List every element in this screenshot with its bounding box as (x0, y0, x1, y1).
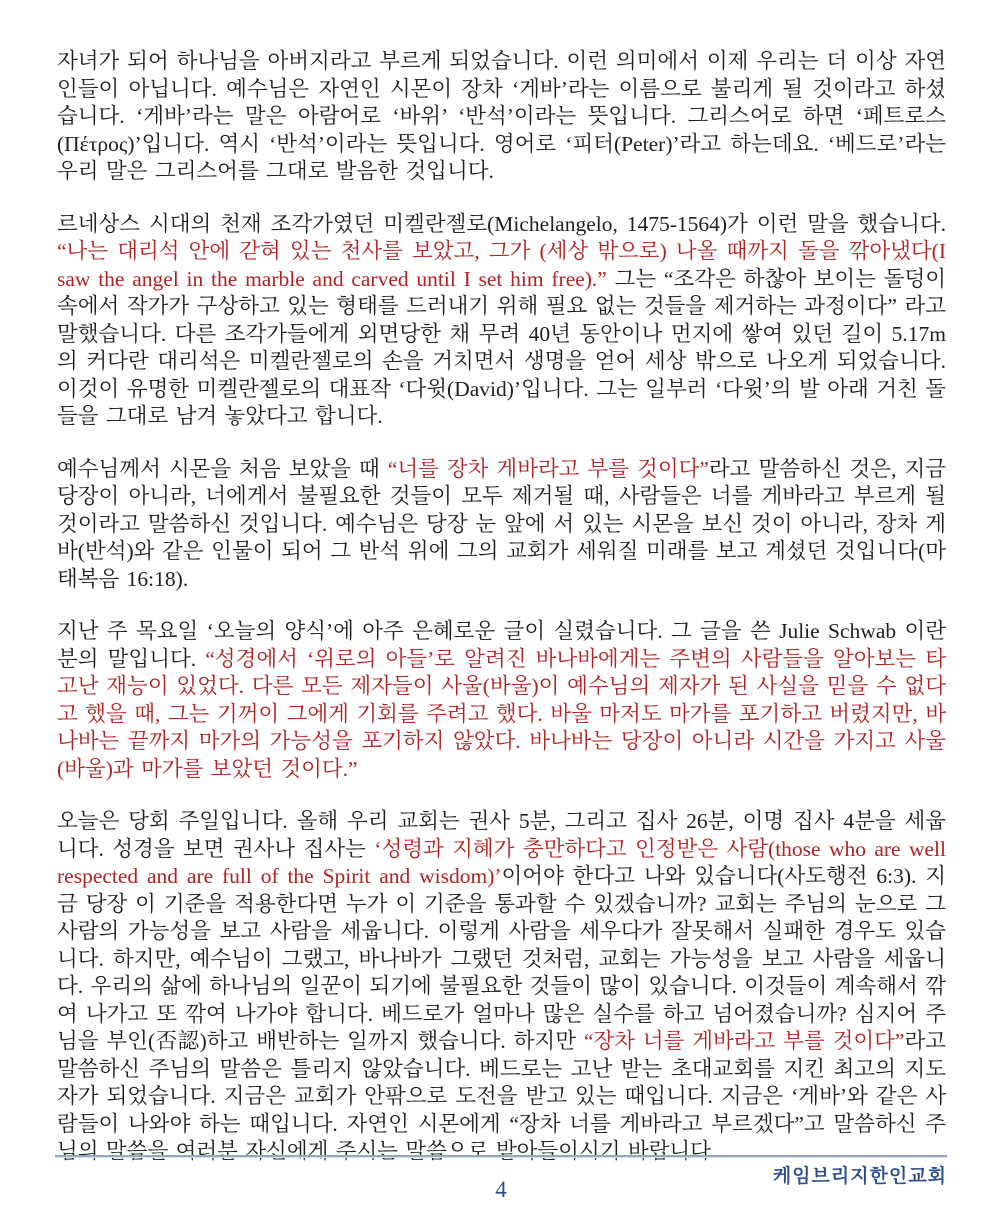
quote-text-run: “장차 너를 게바라고 부를 것이다” (583, 1029, 905, 1053)
quote-text-run: “너를 장차 게바라고 부를 것이다” (387, 456, 709, 481)
text-run: 오늘은 당회 주일입니다. 올해 우리 교회는 권사 5분, 그리고 집사 26분, 이명 집사 4분을 세웁니다. 성경을 보면 권사나 집사는 (57, 809, 946, 861)
quote-text-run: “성경에서 ‘위로의 아들’로 알려진 바나바에게는 주변의 사람들을 알아보는 타고난 재능이 있었다. 다른 모든 제자들이 사울(바울)이 예수님의 제자가 된 사실을 믿을 수 없다고 했을 때, 그는 기꺼이 그에게 기회를 주려고 했다. 바울 마저도 마가를 포기하고 버렸지만, 바나바는 끝까지 마가의 가능성을 포기하지 않았다. 바나바는 당장이 아니라 시간을 가지고 사울(바울)과 마가를 보았던 것이다.” (57, 646, 946, 781)
paragraph (57, 618, 946, 783)
page-footer (55, 1155, 947, 1202)
sermon-text (57, 48, 946, 1166)
paragraph (57, 456, 946, 594)
text-run: 이어야 한다고 나와 있습니다(사도행전 6:3). 지금 당장 이 기준을 적용한다면 누가 이 기준을 통과할 수 있겠습니까? 교회는 주님의 눈으로 그 사람의 가능성을 보고 사람을 세웁니다. 이렇게 사람을 세우다가 잘못해서 실패한 경우도 있습니다. 하지만, 예수님이 그랬고, 바나바가 그랬던 것처럼, 교회는 가능성을 보고 사람을 세웁니다. 우리의 삶에 하나님의 일꾼이 되기에 불필요한 것들이 많이 있습니다. 이것들이 계속해서 깎여 나가고 또 깎여 나가야 합니다. 베드로가 얼마나 많은 실수를 하고 넘어졌습니까? 심지어 주님을 부인(否認)하고 배반하는 일까지 했습니다. 하지만 (57, 864, 946, 1053)
text-run: 예수님께서 시몬을 처음 보았을 때 (57, 456, 388, 481)
text-run: 라고 말씀하신 것은, 지금 당장이 아니라, 너에게서 불필요한 것들이 모두 제거될 때, 사람들은 너를 게바라고 부르게 될 것이라고 말씀하신 것입니다. 예수님은 당장 눈 앞에 서 있는 시몬을 보신 것이 아니라, 장차 게바(반석)와 같은 인물이 되어 그 반석 위에 그의 교회가 세워질 미래를 보고 계셨던 것입니다(마태복음 16:18). (57, 456, 946, 591)
footer-divider (55, 1155, 947, 1158)
quote-text-run: “나는 대리석 안에 갇혀 있는 천사를 보았고, 그가 (세상 밖으로) 나올 때까지 돌을 깎아냈다(I saw the angel in the marble and carved until I set him free).” (57, 239, 946, 291)
paragraph (57, 211, 946, 431)
church-name: 케임브리지한인교회 (772, 1166, 947, 1187)
paragraph (57, 808, 946, 1166)
text-run: 르네상스 시대의 천재 조각가였던 미켈란젤로(Michelangelo, 1475-1564)가 이런 말을 했습니다. (57, 211, 946, 236)
page-number: 4 (495, 1177, 507, 1202)
quote-text-run: ‘성령과 지혜가 충만하다고 인정받은 사람(those who are well respected and are full of the Spirit and wisdom)’ (57, 836, 946, 888)
paragraph (57, 48, 946, 186)
text-run: 그는 “조각은 하찮아 보이는 돌덩이 속에서 작가가 구상하고 있는 형태를 드러내기 위해 필요 없는 것들을 제거하는 과정이다” 라고 말했습니다. 다른 조각가들에게 외면당한 채 무려 40년 동안이나 먼지에 쌓여 있던 길이 5.17m의 커다란 대리석은 미켈란젤로의 손을 거치면서 생명을 얻어 세상 밖으로 나오게 되었습니다. 이것이 유명한 미켈란젤로의 대표작 ‘다윗(David)’입니다. 그는 일부러 ‘다윗’의 발 아래 거친 돌들을 그대로 남겨 놓았다고 합니다. (57, 266, 946, 428)
text-run: 자녀가 되어 하나님을 아버지라고 부르게 되었습니다. 이런 의미에서 이제 우리는 더 이상 자연인들이 아닙니다. 예수님은 자연인 시몬이 장차 ‘게바’라는 이름으로 불리게 될 것이라고 하셨습니다. ‘게바’라는 말은 아람어로 ‘바위’ ‘반석’이라는 뜻입니다. 그리스어로 하면 ‘페트로스(Πέτρος)’입니다. 역시 ‘반석’이라는 뜻입니다. 영어로 ‘피터(Peter)’라고 하는데요. ‘베드로’라는 우리 말은 그리스어를 그대로 발음한 것입니다. (57, 49, 946, 183)
text-run: 라고 말씀하신 주님의 말씀은 틀리지 않았습니다. 베드로는 고난 받는 초대교회를 지킨 최고의 지도자가 되었습니다. 지금은 교회가 안팎으로 도전을 받고 있는 때입니다. 지금은 ‘게바’와 같은 사람들이 나와야 하는 때입니다. 자연인 시몬에게 “장차 너를 게바라고 부르겠다”고 말씀하신 주님의 말씀을 여러분 자신에게 주시는 말씀으로 받아들이시기 바랍니다. (57, 1029, 946, 1163)
text-run: 지난 주 목요일 ‘오늘의 양식’에 아주 은혜로운 글이 실렸습니다. 그 글을 쓴 Julie Schwab 이란 분의 말입니다. (57, 619, 946, 671)
